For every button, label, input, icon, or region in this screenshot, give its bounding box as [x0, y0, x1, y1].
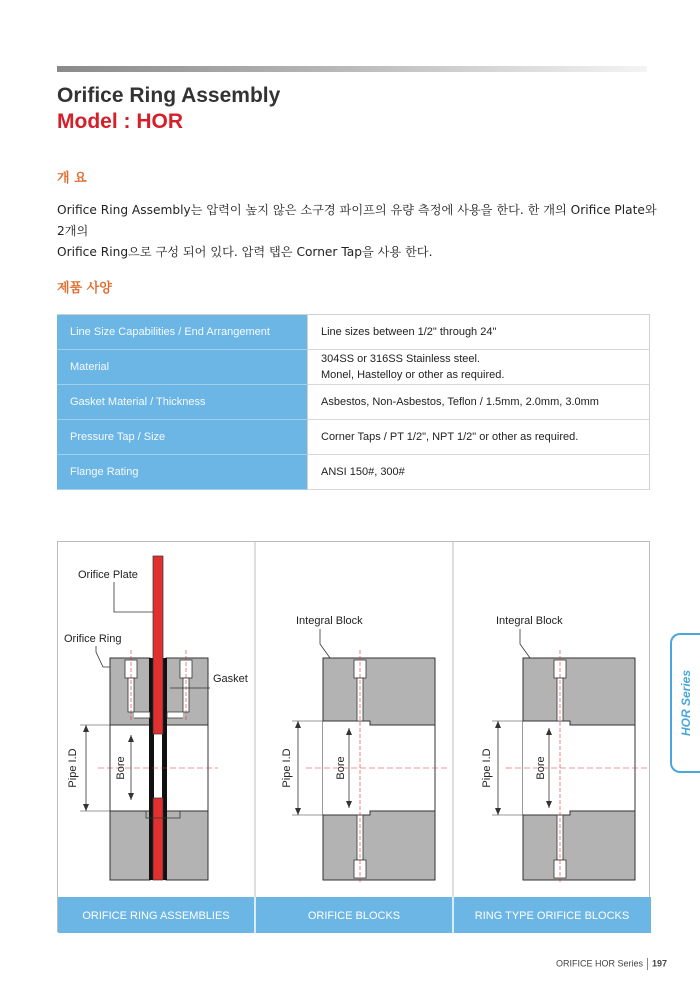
- label-pipe-id: Pipe I.D: [481, 748, 493, 788]
- label-orifice-plate: Orifice Plate: [78, 569, 138, 581]
- spec-value-line-2: Monel, Hastelloy or other as required.: [321, 369, 505, 381]
- diagram-svg: [58, 542, 651, 933]
- label-pipe-id: Pipe I.D: [67, 748, 79, 788]
- orifice-block-drawing: [292, 629, 450, 882]
- spec-value: Line sizes between 1/2" through 24": [308, 315, 650, 350]
- spec-label: Material: [57, 350, 308, 385]
- label-bore: Bore: [335, 756, 347, 780]
- caption-orifice-ring-assemblies: ORIFICE RING ASSEMBLIES: [82, 910, 230, 922]
- spec-table: [57, 314, 650, 490]
- table-row: [57, 385, 650, 420]
- series-side-tab: [670, 633, 700, 773]
- label-gasket: Gasket: [213, 673, 248, 685]
- label-integral-block: Integral Block: [296, 615, 363, 627]
- model-name: Model : HOR: [57, 110, 183, 133]
- table-row: [57, 350, 650, 385]
- label-bore: Bore: [115, 756, 127, 780]
- table-row: [57, 315, 650, 350]
- caption-orifice-blocks: ORIFICE BLOCKS: [307, 910, 401, 922]
- footer-divider: [647, 958, 648, 970]
- specs-heading: 제품 사양: [57, 281, 112, 296]
- spec-value: [308, 350, 650, 385]
- page-footer: [556, 958, 667, 970]
- series-side-tab-label: HOR Series: [679, 669, 693, 737]
- label-orifice-ring: Orifice Ring: [64, 633, 122, 645]
- caption-ring-type-orifice-blocks: RING TYPE ORIFICE BLOCKS: [474, 910, 630, 922]
- table-row: [57, 420, 650, 455]
- page-title: Orifice Ring Assembly: [57, 84, 281, 107]
- diagram-panel: [57, 541, 650, 932]
- spec-label: Flange Rating: [57, 455, 308, 490]
- footer-series: ORIFICE HOR Series: [555, 958, 643, 969]
- page-number: 197: [651, 958, 667, 969]
- overview-line-1: Orifice Ring Assembly는 압력이 높지 않은 소구경 파이프의 유량 측정에 사용을 한다. 한 개의 Orifice Plate와 2개의: [57, 203, 657, 238]
- overview-heading: 개 요: [57, 171, 87, 186]
- ring-type-orifice-block-drawing: [492, 629, 648, 882]
- table-row: [57, 455, 650, 490]
- spec-label: Gasket Material / Thickness: [57, 385, 308, 420]
- label-pipe-id: Pipe I.D: [281, 748, 293, 788]
- spec-value-line-1: 304SS or 316SS Stainless steel.: [321, 353, 480, 365]
- orifice-ring-assembly-drawing: [80, 556, 218, 880]
- label-bore: Bore: [535, 756, 547, 780]
- spec-label: Pressure Tap / Size: [57, 420, 308, 455]
- overview-text: [57, 200, 657, 263]
- overview-line-2: Orifice Ring으로 구성 되어 있다. 압력 탭은 Corner Tap을 사용 한다.: [57, 245, 433, 259]
- spec-value: Asbestos, Non-Asbestos, Teflon / 1.5mm, 2.0mm, 3.0mm: [308, 385, 650, 420]
- label-integral-block: Integral Block: [496, 615, 563, 627]
- spec-label: Line Size Capabilities / End Arrangement: [57, 315, 308, 350]
- header-bar: [57, 66, 647, 72]
- spec-value: Corner Taps / PT 1/2", NPT 1/2" or other as required.: [308, 420, 650, 455]
- spec-value: ANSI 150#, 300#: [308, 455, 650, 490]
